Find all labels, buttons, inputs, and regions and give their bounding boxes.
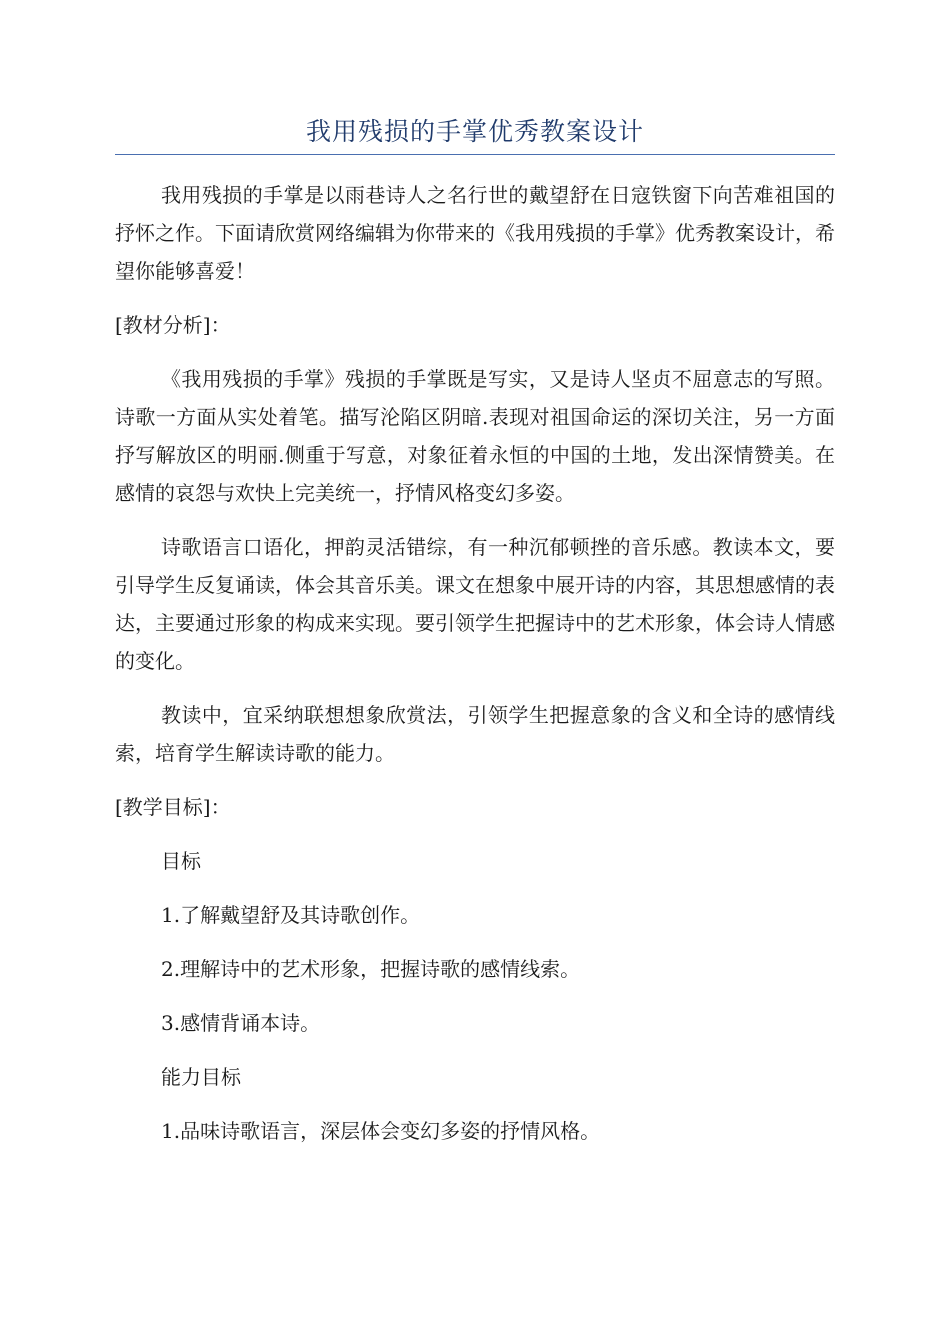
document-title: 我用残损的手掌优秀教案设计 [305, 117, 644, 146]
goal-list-item: 2.理解诗中的艺术形象，把握诗歌的感情线索。 [161, 957, 581, 981]
intro-paragraph: 我用残损的手掌是以雨巷诗人之名行世的戴望舒在日寇铁窗下向苦难祖国的抒怀之作。下面请欣赏网络编辑为你带来的《我用残损的手掌》优秀教案设计，希望你能够喜爱！ [115, 183, 835, 283]
document-body [115, 176, 835, 1166]
ability-goals-subheading: 能力目标 [161, 1065, 241, 1089]
title-divider [115, 154, 835, 155]
analysis-paragraph: 教读中，宜采纳联想想象欣赏法，引领学生把握意象的含义和全诗的感情线索，培育学生解读诗歌的能力。 [115, 703, 835, 765]
goal-list-item: 1.品味诗歌语言，深层体会变幻多姿的抒情风格。 [161, 1119, 601, 1143]
analysis-paragraph: 诗歌语言口语化，押韵灵活错综，有一种沉郁顿挫的音乐感。教读本文，要引导学生反复诵读，体会其音乐美。课文在想象中展开诗的内容，其思想感情的表达，主要通过形象的构成来实现。要引领学生把握诗中的艺术形象，体会诗人情感的变化。 [115, 535, 835, 673]
goal-list-item: 3.感情背诵本诗。 [161, 1011, 321, 1035]
goal-list-item: 1.了解戴望舒及其诗歌创作。 [161, 903, 421, 927]
section-heading-goals: [教学目标]： [115, 795, 231, 819]
section-heading-analysis: [教材分析]： [115, 313, 231, 337]
analysis-paragraph: 《我用残损的手掌》残损的手掌既是写实，又是诗人坚贞不屈意志的写照。诗歌一方面从实处着笔。描写沦陷区阴暗.表现对祖国命运的深切关注，另一方面抒写解放区的明丽.侧重于写意，对象征着永恒的中国的土地，发出深情赞美。在感情的哀怨与欢快上完美统一，抒情风格变幻多姿。 [115, 367, 835, 505]
goals-subheading: 目标 [161, 849, 201, 873]
